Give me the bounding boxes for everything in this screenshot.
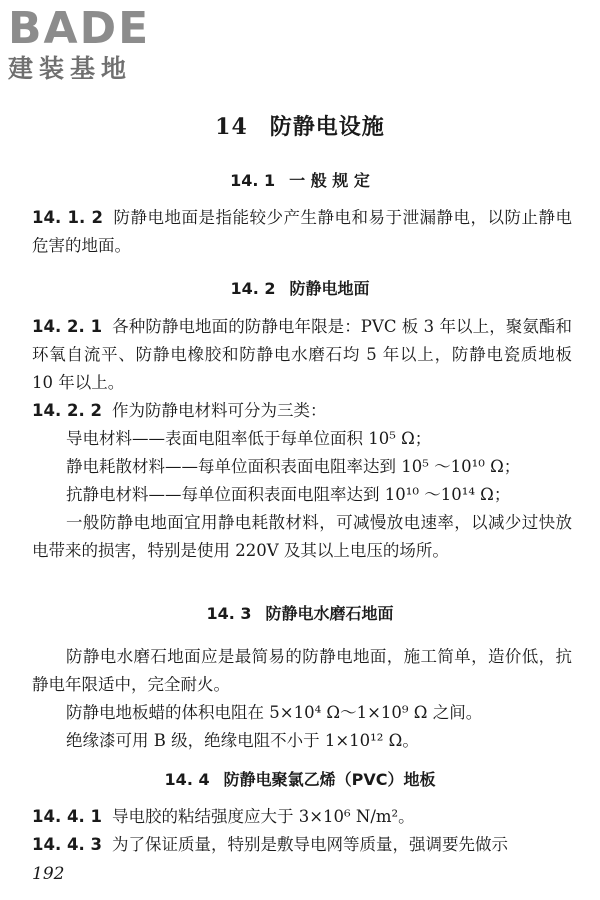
clause-number: 14. 4. 1 bbox=[32, 807, 102, 826]
clause-14-4-1 bbox=[32, 803, 572, 831]
terrazzo-paragraph-3: 绝缘漆可用 B 级，绝缘电阻不小于 1×10¹² Ω。 bbox=[66, 731, 419, 750]
chapter-number: 14 bbox=[215, 114, 248, 140]
section-title: 防静电聚氯乙烯（PVC）地板 bbox=[223, 770, 436, 789]
clause-text: 导电胶的粘结强度应大于 3×10⁶ N/m²。 bbox=[111, 807, 415, 826]
clause-14-2-1 bbox=[32, 313, 572, 397]
terrazzo-paragraph-2: 防静电地板蜡的体积电阻在 5×10⁴ Ω～1×10⁹ Ω 之间。 bbox=[66, 703, 483, 722]
clause-text: 各种防静电地面的防静电年限是：PVC 板 3 年以上，聚氨酯和环氧自流平、防静电橡胶和防静电水磨石均 5 年以上，防静电瓷质地板 10 年以上。 bbox=[32, 317, 573, 392]
section-title: 防静电水磨石地面 bbox=[265, 604, 394, 623]
section-number: 14. 2 bbox=[230, 279, 276, 298]
page-number: 192 bbox=[32, 864, 65, 884]
clause-number: 14. 4. 3 bbox=[32, 835, 102, 854]
section-heading-14-1 bbox=[0, 168, 600, 191]
terrazzo-paragraph-1: 防静电水磨石地面应是最简易的防静电地面，施工简单，造价低，抗静电年限适中，完全耐火。 bbox=[32, 647, 572, 694]
clause-14-1-2 bbox=[32, 204, 572, 260]
logo-subtitle: 建装基地 bbox=[8, 54, 133, 83]
chapter-heading: 防静电设施 bbox=[269, 114, 385, 140]
section-heading-14-4 bbox=[0, 767, 600, 790]
section-heading-14-2 bbox=[0, 276, 600, 299]
clause-14-2-2 bbox=[32, 397, 572, 425]
section-title: 一 般 规 定 bbox=[289, 171, 370, 190]
clause-14-4-3 bbox=[32, 831, 572, 859]
chapter-title bbox=[0, 110, 600, 141]
clause-number: 14. 2. 1 bbox=[32, 317, 103, 336]
clause-number: 14. 1. 2 bbox=[32, 208, 103, 227]
clause-text: 防静电地面是指能较少产生静电和易于泄漏静电，以防止静电危害的地面。 bbox=[32, 208, 572, 255]
section-number: 14. 3 bbox=[206, 604, 252, 623]
section-number: 14. 4 bbox=[164, 770, 210, 789]
material-dissipative: 静电耗散材料——每单位面积表面电阻率达到 10⁵ ～10¹⁰ Ω； bbox=[66, 457, 521, 476]
material-note: 一般防静电地面宜用静电耗散材料，可减慢放电速率，以减少过快放电带来的损害，特别是使用 220V 及其以上电压的场所。 bbox=[32, 513, 572, 560]
section-title: 防静电地面 bbox=[289, 279, 370, 298]
logo-brand: BADE bbox=[8, 3, 151, 54]
clause-text: 作为防静电材料可分为三类： bbox=[111, 401, 327, 420]
section-number: 14. 1 bbox=[230, 171, 276, 190]
section-heading-14-3 bbox=[0, 601, 600, 624]
publisher-logo bbox=[8, 3, 178, 84]
clause-number: 14. 2. 2 bbox=[32, 401, 102, 420]
material-antistatic: 抗静电材料——每单位面积表面电阻率达到 10¹⁰ ～10¹⁴ Ω； bbox=[66, 485, 511, 504]
clause-text: 为了保证质量，特别是敷导电网等质量，强调要先做示 bbox=[111, 835, 508, 854]
material-conductive: 导电材料——表面电阻率低于每单位面积 10⁵ Ω； bbox=[66, 429, 432, 448]
